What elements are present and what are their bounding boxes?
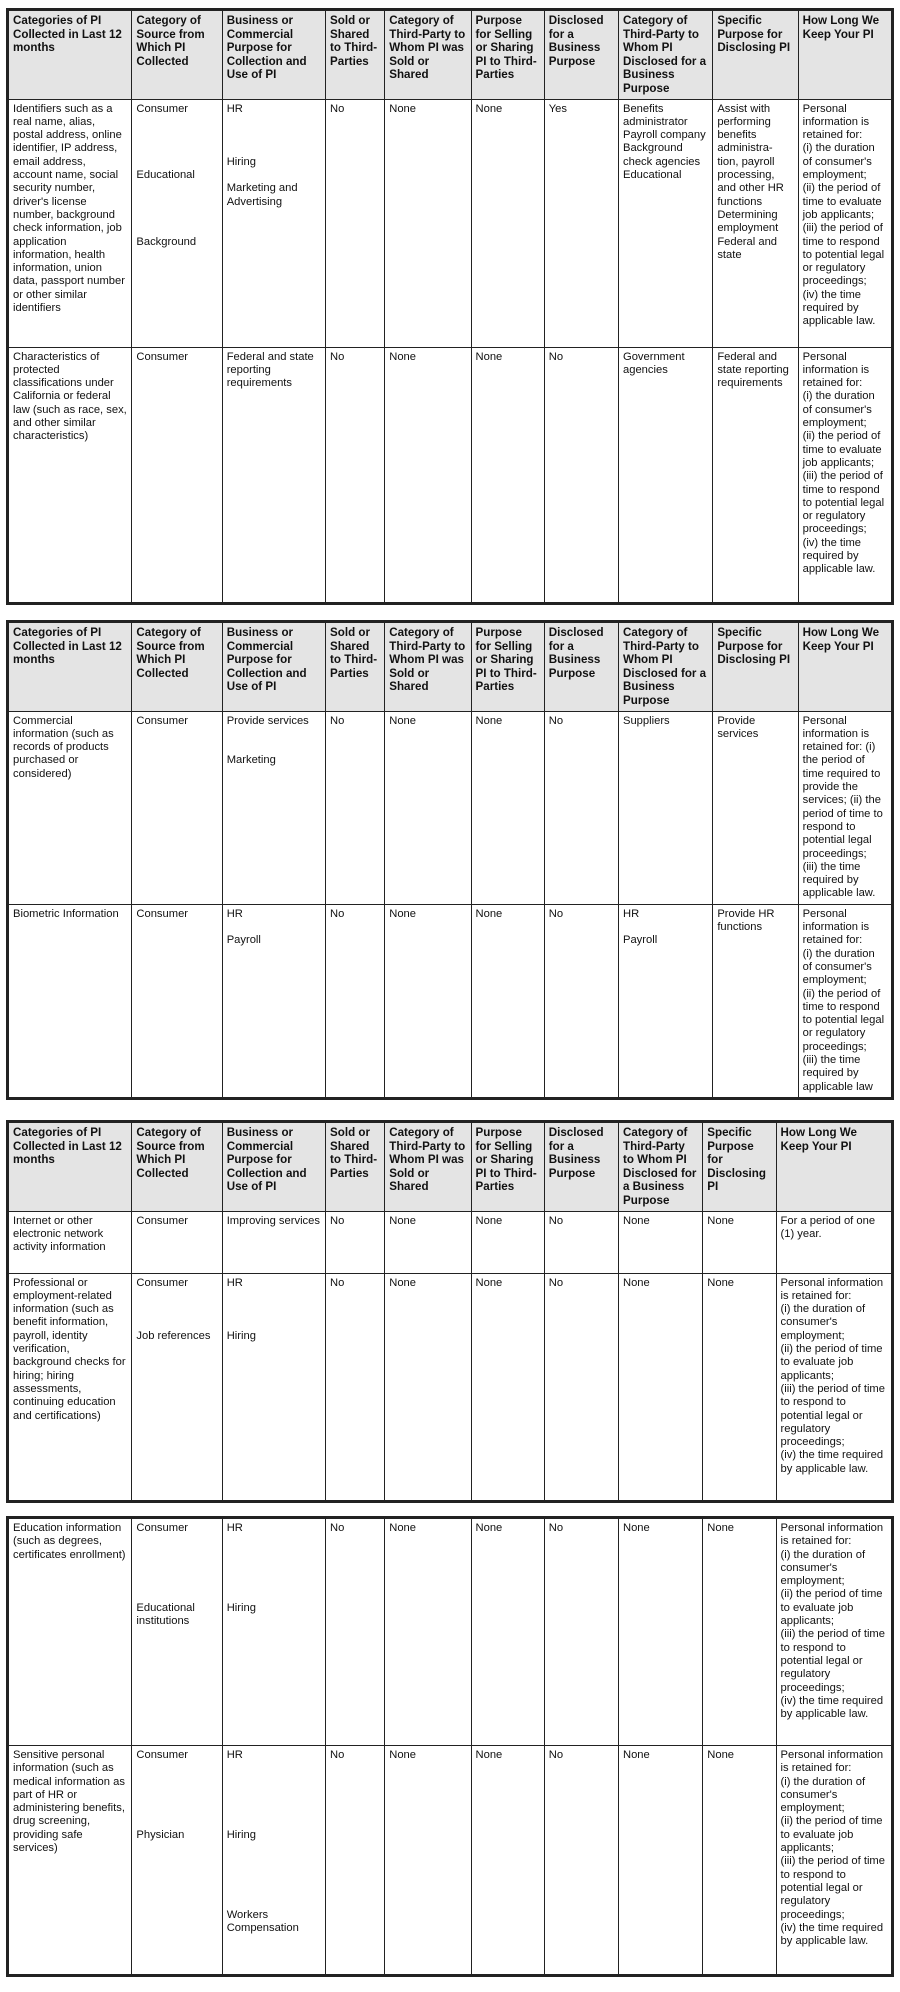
row-category: Characteristics of protected classifications under California or federal law (such as race, sex, and other similar characteristics): [8, 347, 132, 603]
table-row: [8, 1273, 893, 1501]
row-category: Sensitive personal information (such as medical information as part of HR or administering benefits, drug screening, providing safe services): [8, 1746, 132, 1976]
row-source: Consumer: [132, 1211, 222, 1273]
header-source: Category of Source from Which PI Collected: [132, 622, 222, 712]
header-retention: How Long We Keep Your PI: [798, 622, 892, 712]
header-third-party-disclosed: Category of Third-Party to Whom PI Disclosed for a Business Purpose: [619, 1122, 703, 1212]
header-business-purpose: Business or Commercial Purpose for Collection and Use of PI: [222, 10, 325, 100]
row-source: Consumer Educational Background: [132, 99, 222, 347]
row-business-purpose: Provide services Marketing: [222, 711, 325, 904]
row-category: Internet or other electronic network activity information: [8, 1211, 132, 1273]
header-purpose-selling: Purpose for Selling or Sharing PI to Third-Parties: [471, 622, 544, 712]
row-specific-purpose: None: [703, 1518, 776, 1746]
row-retention: Personal information is retained for: (i) the duration of consumer's employment; (ii) the period of time to evaluate job applicants; (iii) the period of time to respond to potential legal or regulatory proceedings; (iv) the time required by applicable law.: [776, 1518, 892, 1746]
row-retention: Personal information is retained for: (i) the duration of consumer's employment; (ii) the period of time to evaluate job applicants; (iii) the period of time to respond to potential legal or regulatory proceedings; (iv) the time required by applicable law.: [776, 1746, 892, 1976]
row-third-party-sold: None: [385, 347, 471, 603]
row-category: Identifiers such as a real name, alias, postal address, online identifier, IP address, email address, account name, social security number, driver's license number, background check information, job application information, health information, union data, passport number or other similar identifiers: [8, 99, 132, 347]
header-retention: How Long We Keep Your PI: [798, 10, 892, 100]
header-third-party-sold: Category of Third-Party to Whom PI was Sold or Shared: [385, 1122, 471, 1212]
row-sold-shared: No: [326, 904, 385, 1098]
row-business-purpose: HR Payroll: [222, 904, 325, 1098]
row-sold-shared: No: [326, 1746, 385, 1976]
pi-table-4: [6, 1516, 894, 1977]
table-header-row: [8, 10, 893, 100]
row-third-party-disclosed: Benefits administrator Payroll company Background check agencies Educational: [619, 99, 713, 347]
row-disclosed: No: [544, 1746, 618, 1976]
header-categories: Categories of PI Collected in Last 12 months: [8, 1122, 132, 1212]
header-third-party-disclosed: Category of Third-Party to Whom PI Disclosed for a Business Purpose: [619, 622, 713, 712]
header-third-party-sold: Category of Third-Party to Whom PI was Sold or Shared: [385, 622, 471, 712]
header-source: Category of Source from Which PI Collected: [132, 10, 222, 100]
table-row: [8, 1518, 893, 1746]
pi-table-2: [6, 620, 894, 1100]
row-sold-shared: No: [326, 1211, 385, 1273]
row-specific-purpose: Provide HR functions: [713, 904, 798, 1098]
pi-table-1: [6, 8, 894, 605]
table-row: [8, 347, 893, 603]
row-disclosed: No: [544, 711, 618, 904]
row-sold-shared: No: [326, 1273, 385, 1501]
row-specific-purpose: None: [703, 1273, 776, 1501]
row-third-party-sold: None: [385, 904, 471, 1098]
header-third-party-disclosed: Category of Third-Party to Whom PI Disclosed for a Business Purpose: [619, 10, 713, 100]
header-retention: How Long We Keep Your PI: [776, 1122, 892, 1212]
row-business-purpose: HR Hiring Workers Compensation: [222, 1746, 325, 1976]
row-disclosed: No: [544, 1518, 618, 1746]
row-specific-purpose: Federal and state reporting requirements: [713, 347, 798, 603]
header-purpose-selling: Purpose for Selling or Sharing PI to Third-Parties: [471, 10, 544, 100]
row-business-purpose: HR Hiring Marketing and Advertising: [222, 99, 325, 347]
row-business-purpose: HR Hiring: [222, 1518, 325, 1746]
row-third-party-sold: None: [385, 1518, 471, 1746]
header-sold-shared: Sold or Shared to Third-Parties: [326, 10, 385, 100]
row-third-party-disclosed: Government agencies: [619, 347, 713, 603]
row-purpose-selling: None: [471, 904, 544, 1098]
row-purpose-selling: None: [471, 99, 544, 347]
row-business-purpose: Federal and state reporting requirements: [222, 347, 325, 603]
row-retention: For a period of one (1) year.: [776, 1211, 892, 1273]
row-purpose-selling: None: [471, 1746, 544, 1976]
row-source: Consumer Job references: [132, 1273, 222, 1501]
row-third-party-sold: None: [385, 99, 471, 347]
row-third-party-disclosed: Suppliers: [619, 711, 713, 904]
row-category: Education information (such as degrees, certificates enrollment): [8, 1518, 132, 1746]
header-business-purpose: Business or Commercial Purpose for Collection and Use of PI: [222, 622, 325, 712]
row-retention: Personal information is retained for: (i) the duration of consumer's employment; (ii) the period of time to respond to potential legal or regulatory proceedings; (iii) the time required by applicable law: [798, 904, 892, 1098]
table-header-row: [8, 1122, 893, 1212]
row-specific-purpose: None: [703, 1211, 776, 1273]
row-retention: Personal information is retained for: (i) the duration of consumer's employment; (ii) the period of time to evaluate job applicants; (iii) the period of time to respond to potential legal or regulatory proceedings; (iv) the time required by applicable law.: [798, 99, 892, 347]
row-sold-shared: No: [326, 1518, 385, 1746]
table-row: [8, 1746, 893, 1976]
row-source: Consumer Physician: [132, 1746, 222, 1976]
row-source: Consumer: [132, 904, 222, 1098]
row-third-party-disclosed: None: [619, 1273, 703, 1501]
table-row: [8, 711, 893, 904]
header-disclosed: Disclosed for a Business Purpose: [544, 1122, 618, 1212]
header-categories: Categories of PI Collected in Last 12 months: [8, 622, 132, 712]
row-purpose-selling: None: [471, 1211, 544, 1273]
row-disclosed: No: [544, 1211, 618, 1273]
pi-table-3: [6, 1120, 894, 1503]
header-disclosed: Disclosed for a Business Purpose: [544, 622, 618, 712]
header-specific-purpose: Specific Purpose for Disclosing PI: [713, 622, 798, 712]
row-category: Professional or employment-related information (such as benefit information, payroll, identity verification, background checks for hiring; hiring assessments, continuing education and certifications): [8, 1273, 132, 1501]
header-third-party-sold: Category of Third-Party to Whom PI was Sold or Shared: [385, 10, 471, 100]
row-third-party-disclosed: None: [619, 1746, 703, 1976]
table-row: [8, 904, 893, 1098]
row-third-party-disclosed: None: [619, 1518, 703, 1746]
row-retention: Personal information is retained for: (i) the duration of consumer's employment; (ii) the period of time to evaluate job applicants; (iii) the period of time to respond to potential legal or regulatory proceedings; (iv) the time required by applicable law.: [798, 347, 892, 603]
row-purpose-selling: None: [471, 1273, 544, 1501]
row-sold-shared: No: [326, 347, 385, 603]
row-sold-shared: No: [326, 711, 385, 904]
row-third-party-sold: None: [385, 711, 471, 904]
row-purpose-selling: None: [471, 711, 544, 904]
header-categories: Categories of PI Collected in Last 12 months: [8, 10, 132, 100]
row-disclosed: No: [544, 1273, 618, 1501]
row-source: Consumer: [132, 347, 222, 603]
header-business-purpose: Business or Commercial Purpose for Collection and Use of PI: [222, 1122, 325, 1212]
table-header-row: [8, 622, 893, 712]
row-source: Consumer: [132, 711, 222, 904]
row-purpose-selling: None: [471, 1518, 544, 1746]
row-specific-purpose: Provide services: [713, 711, 798, 904]
row-business-purpose: Improving services: [222, 1211, 325, 1273]
header-sold-shared: Sold or Shared to Third-Parties: [326, 622, 385, 712]
row-business-purpose: HR Hiring: [222, 1273, 325, 1501]
row-specific-purpose: Assist with performing benefits administra-tion, payroll processing, and other HR functions Determining employment Federal and state: [713, 99, 798, 347]
row-category: Biometric Information: [8, 904, 132, 1098]
header-specific-purpose: Specific Purpose for Disclosing PI: [703, 1122, 776, 1212]
row-purpose-selling: None: [471, 347, 544, 603]
header-disclosed: Disclosed for a Business Purpose: [544, 10, 618, 100]
header-specific-purpose: Specific Purpose for Disclosing PI: [713, 10, 798, 100]
header-sold-shared: Sold or Shared to Third-Parties: [326, 1122, 385, 1212]
row-specific-purpose: None: [703, 1746, 776, 1976]
row-sold-shared: No: [326, 99, 385, 347]
row-third-party-sold: None: [385, 1273, 471, 1501]
row-retention: Personal information is retained for: (i) the duration of consumer's employment; (ii) the period of time to evaluate job applicants; (iii) the period of time to respond to potential legal or regulatory proceedings; (iv) the time required by applicable law.: [776, 1273, 892, 1501]
row-third-party-sold: None: [385, 1211, 471, 1273]
row-source: Consumer Educational institutions: [132, 1518, 222, 1746]
row-third-party-disclosed: HR Payroll: [619, 904, 713, 1098]
row-disclosed: No: [544, 904, 618, 1098]
row-disclosed: Yes: [544, 99, 618, 347]
row-category: Commercial information (such as records of products purchased or considered): [8, 711, 132, 904]
row-disclosed: No: [544, 347, 618, 603]
header-purpose-selling: Purpose for Selling or Sharing PI to Third-Parties: [471, 1122, 544, 1212]
table-row: [8, 99, 893, 347]
row-third-party-sold: None: [385, 1746, 471, 1976]
header-source: Category of Source from Which PI Collected: [132, 1122, 222, 1212]
row-retention: Personal information is retained for: (i) the period of time required to provide the services; (ii) the period of time to respond to potential legal proceedings; (iii) the time required by applicable law.: [798, 711, 892, 904]
table-row: [8, 1211, 893, 1273]
row-third-party-disclosed: None: [619, 1211, 703, 1273]
